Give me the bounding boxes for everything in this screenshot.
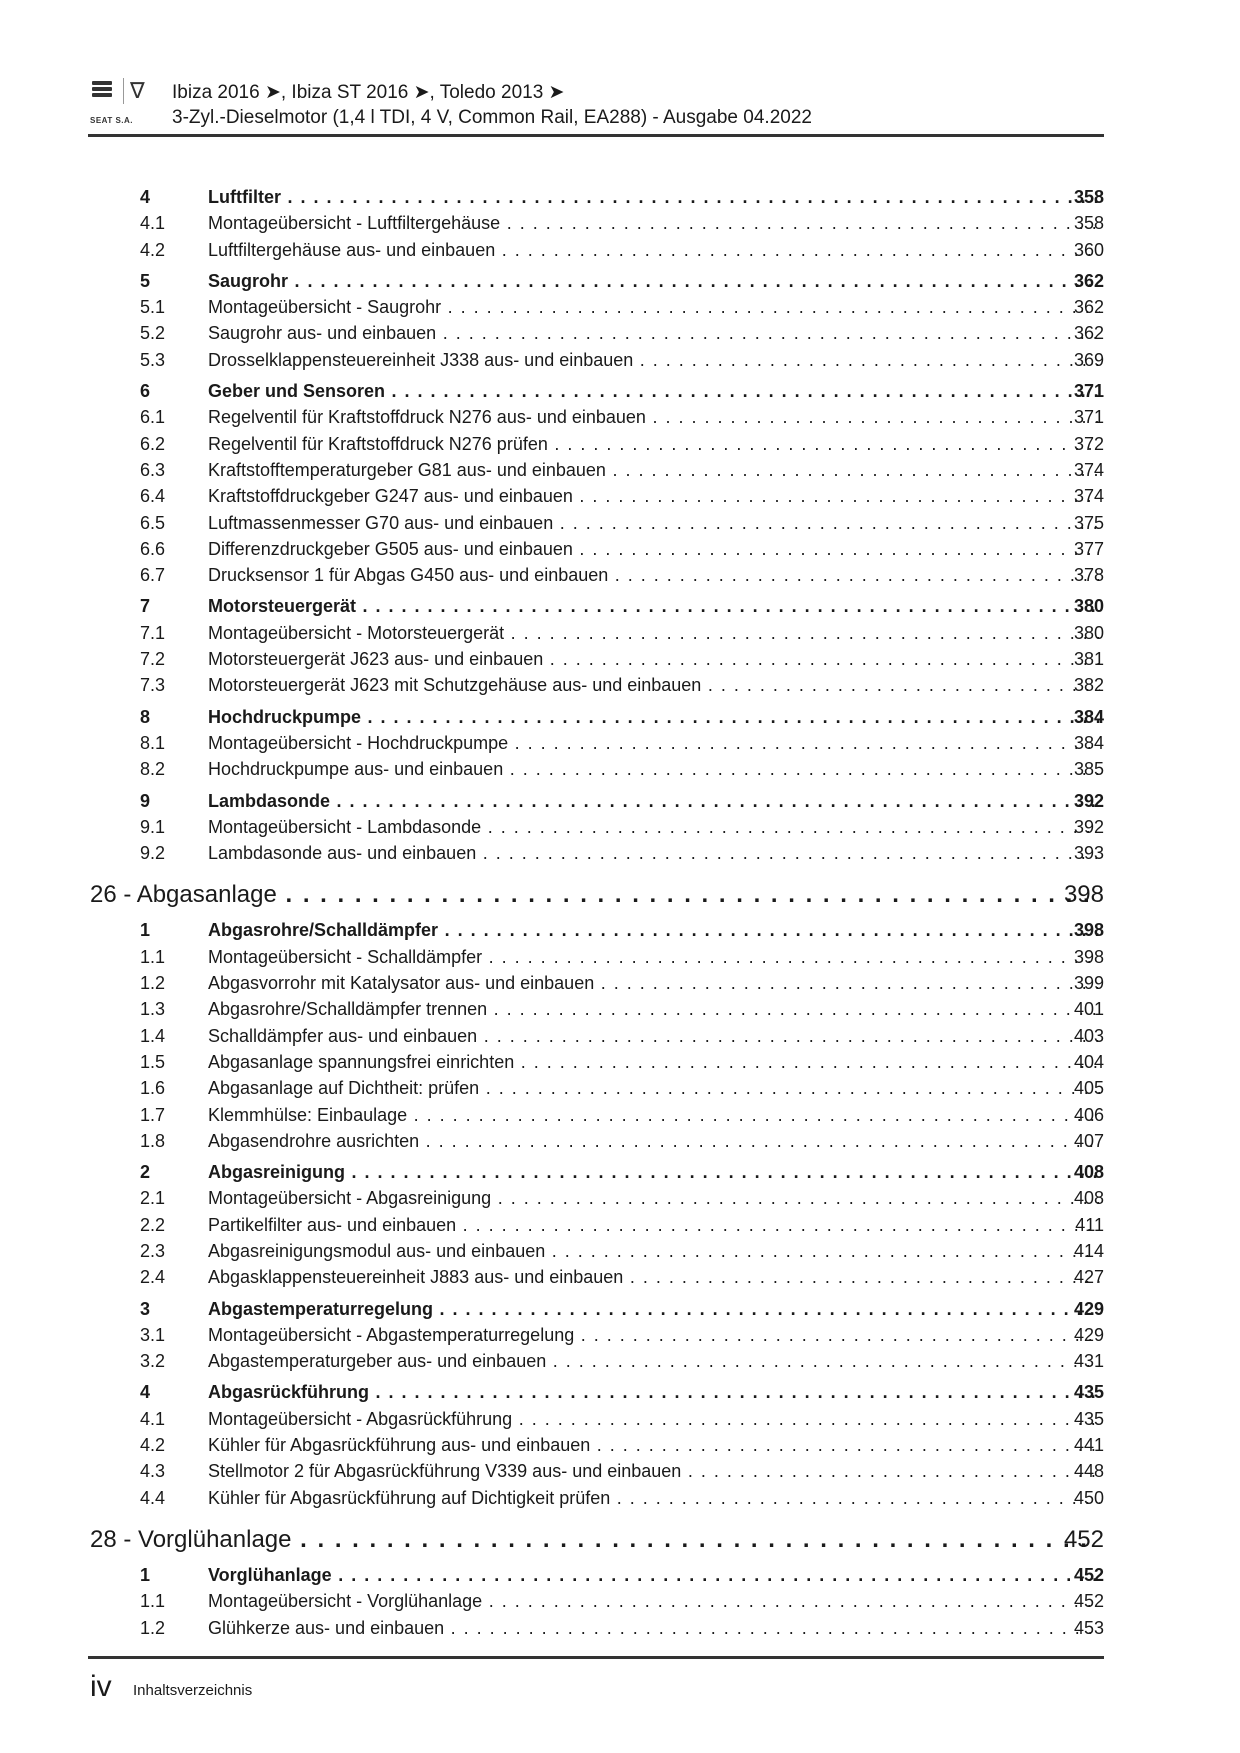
logo-divider [123,78,124,104]
toc-number: 8.2 [140,759,166,780]
toc-number: 1.2 [140,1617,166,1638]
toc-number: 2.2 [140,1214,166,1235]
toc-title: Hochdruckpumpe aus- und einbauen . . . [208,756,1100,782]
toc-page: 407 [1073,1130,1104,1151]
toc-section[interactable] [0,1379,1240,1405]
toc-title: Abgasvorrohr mit Katalysator aus- und einbauen . . . [208,970,1100,996]
toc-number: 7.2 [140,649,166,670]
toc-page: 450 [1073,1487,1104,1508]
toc-number: 9.1 [140,816,166,837]
toc-title: Abgasrückführung . . . [208,1379,1100,1405]
toc-number: 5.3 [140,349,166,370]
toc-number: 1 [140,920,151,941]
toc-entry[interactable] [0,1049,1240,1075]
toc-entry[interactable] [0,237,1240,263]
toc-entry[interactable] [0,1588,1240,1614]
toc-title: Glühkerze aus- und einbauen . . . [208,1615,1100,1641]
toc-page: 362 [1073,270,1104,291]
toc-chapter[interactable] [0,1524,1240,1556]
toc-title: Abgasklappensteuereinheit J883 aus- und einbauen . . . [208,1264,1100,1290]
toc-entry[interactable] [0,1128,1240,1154]
toc-entry[interactable] [0,1458,1240,1484]
toc-number: 5.2 [140,323,166,344]
toc-title: Drosselklappensteuereinheit J338 aus- und einbauen . . . [208,347,1100,373]
toc-page: 441 [1073,1435,1104,1456]
toc-title: Abgasanlage auf Dichtheit: prüfen . . . [208,1075,1100,1101]
header-engine: 3-Zyl.-Dieselmotor (1,4 l TDI, 4 V, Common Rail, EA288) - Ausgabe 04.2022 [172,107,812,128]
toc-entry[interactable] [0,1322,1240,1348]
toc-title: Luftfilter . . . [208,184,1100,210]
toc-title: Motorsteuergerät J623 aus- und einbauen . . . [208,646,1100,672]
toc-title: Kraftstoffdruckgeber G247 aus- und einbauen . . . [208,483,1100,509]
toc-number: 1.6 [140,1078,166,1099]
toc-page: 399 [1073,973,1104,994]
toc-entry[interactable] [0,1212,1240,1238]
toc-number: 4.4 [140,1487,166,1508]
toc-page: 358 [1073,213,1104,234]
toc-title: Abgasendrohre ausrichten . . . [208,1128,1100,1154]
toc-title: Differenzdruckgeber G505 aus- und einbauen . . . [208,536,1100,562]
toc-number: 7.1 [140,622,166,643]
toc-title: Montageübersicht - Abgastemperaturregelung . . . [208,1322,1100,1348]
toc-title: Regelventil für Kraftstoffdruck N276 prüfen . . . [208,431,1100,457]
toc-page: 429 [1073,1324,1104,1345]
toc-section[interactable] [0,704,1240,730]
toc-page: 392 [1073,816,1104,837]
toc-number: 9.2 [140,843,166,864]
toc-entry[interactable] [0,431,1240,457]
toc-title: Motorsteuergerät . . . [208,593,1100,619]
toc-number: 1.2 [140,973,166,994]
toc-title: Montageübersicht - Abgasreinigung . . . [208,1185,1100,1211]
toc-page: 382 [1073,675,1104,696]
toc-entry[interactable] [0,1102,1240,1128]
toc-number: 4.3 [140,1461,166,1482]
toc-page: 362 [1073,297,1104,318]
toc-number: 4.1 [140,1408,166,1429]
toc-entry[interactable] [0,672,1240,698]
toc-entry[interactable] [0,756,1240,782]
toc-number: 3 [140,1298,151,1319]
toc-title: Saugrohr aus- und einbauen . . . [208,320,1100,346]
toc-number: 4 [140,1382,151,1403]
toc-title: Montageübersicht - Hochdruckpumpe . . . [208,730,1100,756]
toc-page: 448 [1073,1461,1104,1482]
toc-page: 374 [1073,459,1104,480]
toc-entry[interactable] [0,320,1240,346]
toc-page: 431 [1073,1351,1104,1372]
toc-page: 398 [1063,881,1104,909]
toc-number: 6.6 [140,538,166,559]
toc-section[interactable] [0,788,1240,814]
toc-entry[interactable] [0,1615,1240,1641]
toc-number: 6.7 [140,565,166,586]
toc-title: Luftmassenmesser G70 aus- und einbauen . . . [208,510,1100,536]
toc-entry[interactable] [0,347,1240,373]
toc-number: 3.1 [140,1324,166,1345]
toc-title: Abgasreinigung . . . [208,1159,1100,1185]
toc-entry[interactable] [0,1238,1240,1264]
toc-entry[interactable] [0,1485,1240,1511]
toc-number: 6.1 [140,407,166,428]
toc-title: Montageübersicht - Abgasrückführung . . . [208,1406,1100,1432]
toc-title: Luftfiltergehäuse aus- und einbauen . . . [208,237,1100,263]
toc-entry[interactable] [0,1406,1240,1432]
toc-page: 377 [1073,538,1104,559]
toc-page: 384 [1073,706,1104,727]
toc-title: Drucksensor 1 für Abgas G450 aus- und einbauen . . . [208,562,1100,588]
footer-rule [88,1656,1104,1659]
toc-section[interactable] [0,1159,1240,1185]
toc-entry[interactable] [0,562,1240,588]
toc-number: 1.1 [140,946,166,967]
toc-number: 8 [140,706,151,727]
toc-page: 369 [1073,349,1104,370]
toc-number: 6 [140,381,151,402]
toc-title: Montageübersicht - Luftfiltergehäuse . . . [208,210,1100,236]
toc-section[interactable] [0,268,1240,294]
toc-page: 427 [1073,1267,1104,1288]
toc-entry[interactable] [0,944,1240,970]
toc-title: Montageübersicht - Vorglühanlage . . . [208,1588,1100,1614]
toc-entry[interactable] [0,510,1240,536]
toc-title: Lambdasonde aus- und einbauen . . . [208,840,1100,866]
toc-number: 1.7 [140,1104,166,1125]
toc-page: 452 [1073,1564,1104,1585]
toc-page: 411 [1075,1214,1104,1235]
toc-title: Abgastemperaturgeber aus- und einbauen . . . [208,1348,1100,1374]
toc-number: 6.3 [140,459,166,480]
toc-page: 360 [1073,239,1104,260]
toc-number: 2.1 [140,1188,166,1209]
table-of-contents [0,179,1240,1641]
toc-page: 385 [1073,759,1104,780]
toc-entry[interactable] [0,970,1240,996]
page-number: iv [90,1670,112,1703]
toc-page: 381 [1073,649,1104,670]
toc-entry[interactable] [0,730,1240,756]
toc-page: 414 [1073,1240,1104,1261]
toc-page: 393 [1073,843,1104,864]
toc-entry[interactable] [0,1075,1240,1101]
toc-title: Abgasrohre/Schalldämpfer . . . [208,917,1100,943]
toc-title: 26 - Abgasanlage . . . [90,879,1090,911]
toc-title: 28 - Vorglühanlage . . . [90,1524,1090,1556]
toc-page: 380 [1073,622,1104,643]
toc-number: 4 [140,187,151,207]
toc-section[interactable] [0,1562,1240,1588]
toc-number: 7 [140,596,151,617]
toc-title: Abgasanlage spannungsfrei einrichten . . . [208,1049,1100,1075]
toc-title: Montageübersicht - Lambdasonde . . . [208,814,1100,840]
toc-entry[interactable] [0,646,1240,672]
toc-entry[interactable] [0,814,1240,840]
toc-number: 1.4 [140,1025,166,1046]
toc-entry[interactable] [0,1264,1240,1290]
toc-page: 403 [1073,1025,1104,1046]
toc-page: 371 [1073,381,1104,402]
toc-title: Lambdasonde . . . [208,788,1100,814]
toc-number: 1.1 [140,1591,166,1612]
toc-title: Saugrohr . . . [208,268,1100,294]
toc-entry[interactable] [0,620,1240,646]
toc-page: 453 [1073,1617,1104,1638]
toc-title: Kühler für Abgasrückführung auf Dichtigkeit prüfen . . . [208,1485,1100,1511]
toc-chapter[interactable] [0,879,1240,911]
toc-entry[interactable] [0,840,1240,866]
toc-page: 435 [1073,1408,1104,1429]
toc-section[interactable] [0,593,1240,619]
header-rule [88,134,1104,137]
toc-page: 392 [1073,790,1104,811]
toc-number: 2.4 [140,1267,166,1288]
toc-section[interactable] [0,917,1240,943]
toc-page: 401 [1073,999,1104,1020]
toc-number: 5 [140,270,151,291]
toc-section[interactable] [0,378,1240,404]
toc-title: Kraftstofftemperaturgeber G81 aus- und einbauen . . . [208,457,1100,483]
toc-title: Partikelfilter aus- und einbauen . . . [208,1212,1100,1238]
toc-title: Abgasreinigungsmodul aus- und einbauen . . . [208,1238,1100,1264]
toc-page: 398 [1073,920,1104,941]
toc-number: 5.1 [140,297,166,318]
toc-page: 408 [1073,1162,1104,1183]
toc-page: 358 [1073,187,1104,207]
toc-entry[interactable] [0,1348,1240,1374]
toc-page: 380 [1073,596,1104,617]
toc-section[interactable] [0,1296,1240,1322]
toc-number: 2 [140,1162,151,1183]
toc-entry[interactable] [0,1432,1240,1458]
toc-number: 2.3 [140,1240,166,1261]
seat-s-icon [92,81,112,97]
toc-entry[interactable] [0,457,1240,483]
toc-entry[interactable] [0,1185,1240,1211]
toc-title: Abgasrohre/Schalldämpfer trennen . . . [208,996,1100,1022]
seat-logo [90,78,170,128]
toc-title: Motorsteuergerät J623 mit Schutzgehäuse aus- und einbauen . . . [208,672,1100,698]
toc-title: Abgastemperaturregelung . . . [208,1296,1100,1322]
toc-number: 3.2 [140,1351,166,1372]
toc-title: Montageübersicht - Motorsteuergerät . . . [208,620,1100,646]
toc-title: Regelventil für Kraftstoffdruck N276 aus- und einbauen . . . [208,404,1100,430]
toc-entry[interactable] [0,210,1240,236]
toc-section[interactable] [0,184,1240,210]
toc-title: Montageübersicht - Schalldämpfer . . . [208,944,1100,970]
toc-title: Hochdruckpumpe . . . [208,704,1100,730]
toc-number: 7.3 [140,675,166,696]
toc-page: 408 [1073,1188,1104,1209]
cupra-icon: ∇ [130,78,145,103]
toc-title: Schalldämpfer aus- und einbauen . . . [208,1023,1100,1049]
toc-number: 1 [140,1564,151,1585]
header-models: Ibiza 2016 ➤, Ibiza ST 2016 ➤, Toledo 2013 ➤ [172,82,565,103]
toc-title: Geber und Sensoren . . . [208,378,1100,404]
toc-page: 375 [1073,512,1104,533]
toc-page: 384 [1073,732,1104,753]
toc-entry[interactable] [0,404,1240,430]
logo-text: SEAT S.A. [90,116,134,125]
toc-page: 371 [1073,407,1104,428]
toc-page: 452 [1073,1591,1104,1612]
toc-title: Vorglühanlage . . . [208,1562,1100,1588]
toc-page: 429 [1073,1298,1104,1319]
footer-section: Inhaltsverzeichnis [133,1682,253,1699]
toc-number: 4.1 [140,213,166,234]
toc-page: 406 [1073,1104,1104,1125]
toc-page: 378 [1073,565,1104,586]
toc-number: 4.2 [140,239,166,260]
toc-page: 372 [1073,433,1104,454]
toc-page: 362 [1073,323,1104,344]
toc-entry[interactable] [0,996,1240,1022]
toc-entry[interactable] [0,294,1240,320]
toc-entry[interactable] [0,483,1240,509]
toc-title: Klemmhülse: Einbaulage . . . [208,1102,1100,1128]
toc-number: 4.2 [140,1435,166,1456]
toc-number: 8.1 [140,732,166,753]
toc-number: 6.4 [140,486,166,507]
toc-number: 6.2 [140,433,166,454]
toc-number: 6.5 [140,512,166,533]
toc-number: 9 [140,790,151,811]
toc-entry[interactable] [0,536,1240,562]
toc-page: 452 [1063,1525,1104,1553]
toc-page: 398 [1073,946,1104,967]
toc-number: 1.8 [140,1130,166,1151]
toc-number: 1.3 [140,999,166,1020]
toc-page: 405 [1073,1078,1104,1099]
toc-page: 374 [1073,486,1104,507]
toc-title: Kühler für Abgasrückführung aus- und einbauen . . . [208,1432,1100,1458]
toc-page: 435 [1073,1382,1104,1403]
toc-page: 404 [1073,1051,1104,1072]
toc-title: Montageübersicht - Saugrohr . . . [208,294,1100,320]
toc-title: Stellmotor 2 für Abgasrückführung V339 aus- und einbauen . . . [208,1458,1100,1484]
toc-number: 1.5 [140,1051,166,1072]
toc-entry[interactable] [0,1023,1240,1049]
